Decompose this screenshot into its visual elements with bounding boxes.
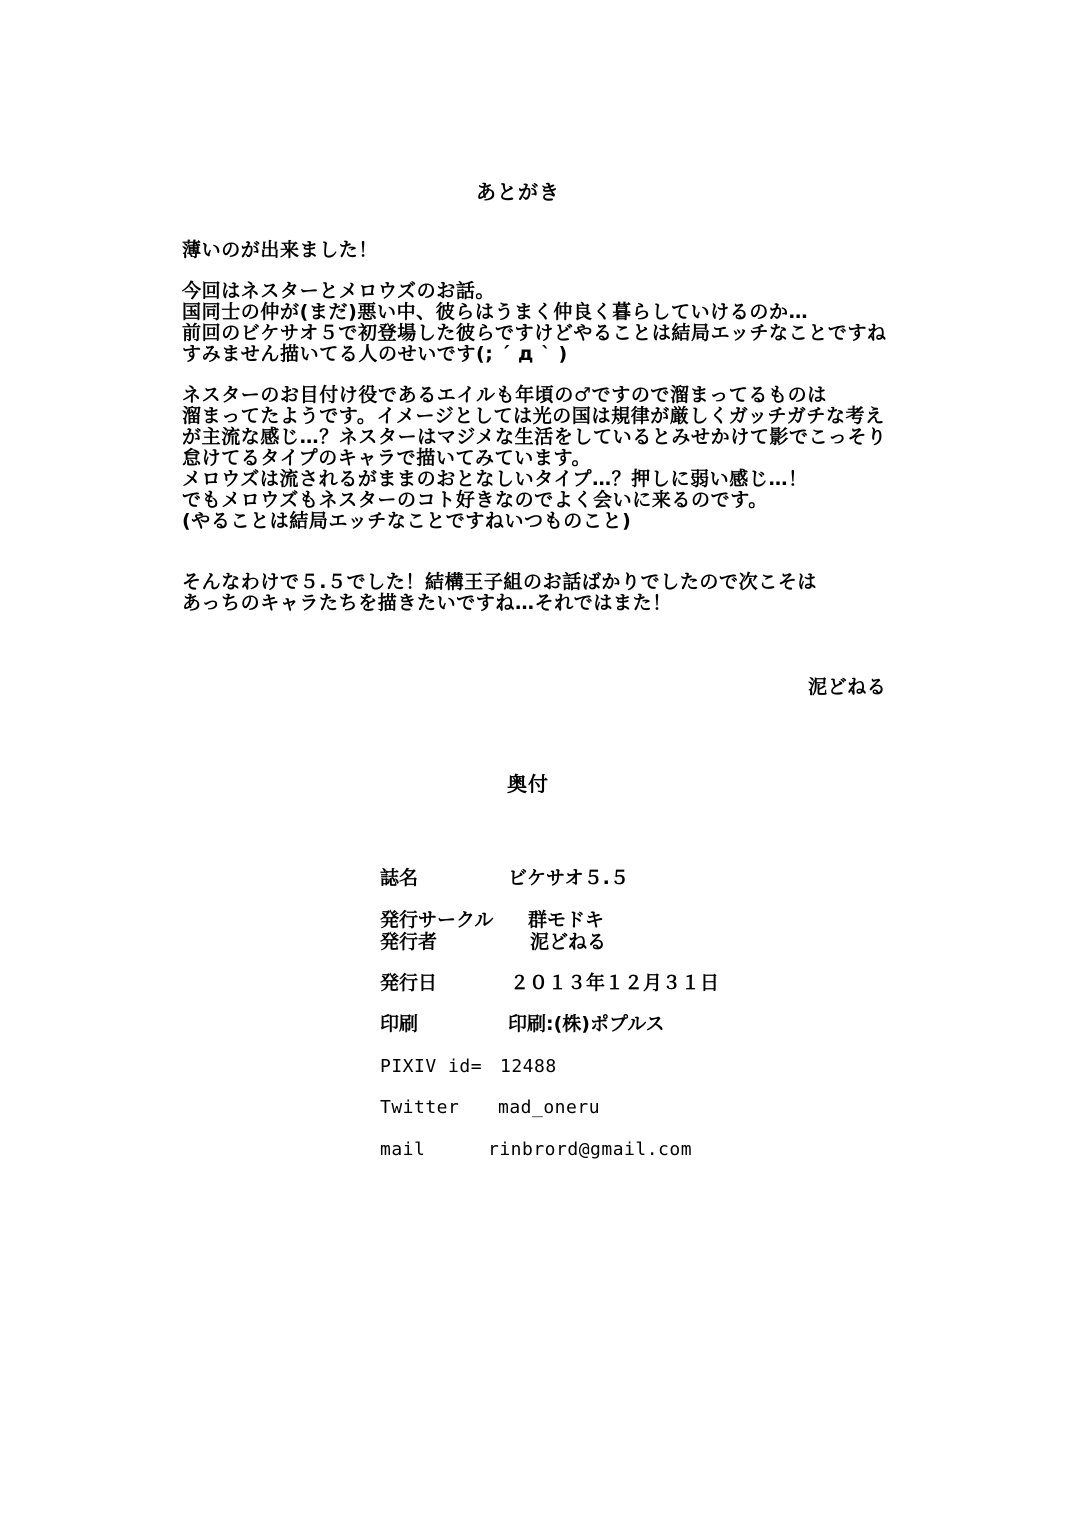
afterword-line: 国同士の仲が(まだ)悪い中、彼らはうまく仲良く暮らしていけるのか…	[182, 301, 809, 323]
afterword-line: ネスターのお目付け役であるエイルも年頃の♂ですので溜まってるものは	[182, 384, 827, 406]
afterword-line: 薄いのが出来ました！	[182, 239, 379, 261]
colophon-label: 印刷	[380, 1013, 419, 1035]
colophon-value: ２０１３年１２月３１日	[510, 972, 720, 994]
colophon-title: 奥付	[507, 772, 549, 796]
colophon-value: rinbrord@gmail.com	[488, 1139, 693, 1160]
colophon-value: ビケサオ５.５	[508, 867, 629, 889]
afterword-line: 怠けてるタイプのキャラで描いてみています。	[182, 447, 592, 469]
afterword-line: (やることは結局エッチなことですねいつものこと)	[182, 510, 632, 532]
colophon-row-twitter	[380, 1097, 800, 1119]
afterword-paragraph-3	[182, 385, 982, 532]
colophon-label: 誌名	[380, 867, 419, 889]
colophon-label: 発行サークル	[380, 909, 494, 931]
colophon-value: 12488	[500, 1056, 557, 1077]
afterword-line: メロウズは流されるがままのおとなしいタイプ…？押しに弱い感じ…！	[182, 468, 808, 490]
afterword-line: でもメロウズもネスターのコト好きなのでよく会いに来るのです。	[182, 489, 768, 511]
afterword-paragraph-4	[182, 572, 982, 614]
colophon-label: 発行日	[380, 972, 438, 994]
afterword-line: すみません描いてる人のせいです(; ´ д ` )	[182, 343, 568, 365]
afterword-line: 今回はネスターとメロウズのお話。	[182, 280, 496, 302]
colophon-label: 発行者	[380, 931, 438, 953]
afterword-line: あっちのキャラたちを描きたいですね…それではまた！	[182, 592, 672, 614]
afterword-title: あとがき	[476, 180, 560, 204]
colophon-value: mad_oneru	[498, 1097, 601, 1118]
colophon-value: 群モドキ	[528, 909, 605, 931]
colophon-row-printer	[380, 1014, 800, 1036]
colophon-row-pixiv	[380, 1056, 800, 1078]
afterword-line: 溜まってたようです。イメージとしては光の国は規律が厳しくガッチガチな考え	[182, 405, 885, 427]
colophon-value: 泥どねる	[530, 931, 607, 953]
colophon-value: 印刷:(株)ポプルス	[508, 1013, 665, 1035]
author-signature: 泥どねる	[808, 676, 887, 698]
colophon-row-title	[380, 868, 800, 890]
afterword-line: そんなわけで５.５でした！結構王子組のお話ばかりでしたので次こそは	[182, 571, 818, 593]
colophon-label: PIXIV id=	[380, 1056, 483, 1077]
colophon-label: mail	[380, 1139, 426, 1160]
colophon-row-mail	[380, 1139, 800, 1161]
afterword-line: が主流な感じ…？ネスターはマジメな生活をしているとみせかけて影でこっそり	[182, 426, 887, 448]
colophon-label: Twitter	[380, 1097, 460, 1118]
colophon-row-date	[380, 973, 800, 995]
afterword-paragraph-2	[182, 281, 982, 365]
afterword-line: 前回のビケサオ５で初登場した彼らですけどやることは結局エッチなことですね	[182, 322, 887, 344]
colophon-row-circle	[380, 910, 800, 932]
afterword-paragraph-1	[182, 240, 982, 261]
colophon-row-publisher	[380, 932, 800, 954]
afterword-body	[182, 240, 982, 634]
